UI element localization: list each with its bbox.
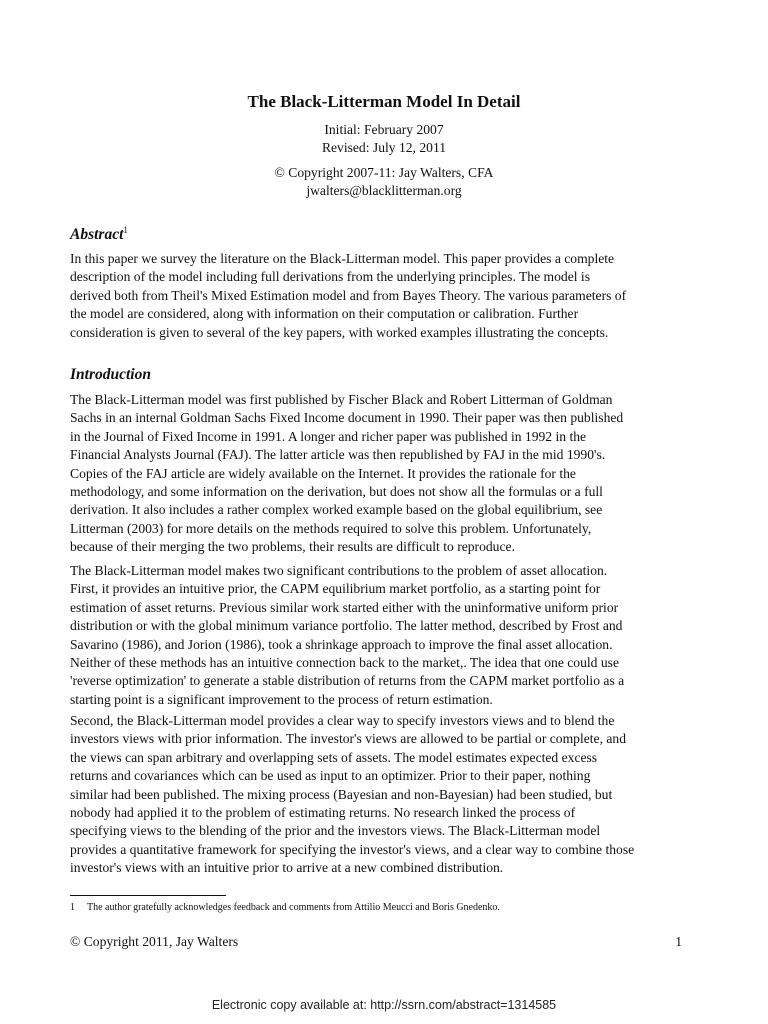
text-line: consideration is given to several of the key papers, with worked examples illustrating the concepts. <box>70 324 609 340</box>
text-line: derived both from Theil's Mixed Estimation model and from Bayes Theory. The various parameters of <box>70 287 627 303</box>
footnote <box>70 902 500 913</box>
text-line: The Black-Litterman model makes two significant contributions to the problem of asset allocation. <box>70 563 608 578</box>
text-line: Neither of these methods has an intuitive connection back to the market,. The idea that one could use <box>70 655 619 671</box>
footnote-number: 1 <box>70 902 75 913</box>
text-line: because of their merging the two problems, their results are difficult to reproduce. <box>70 539 515 555</box>
text-line: Copies of the FAJ article are widely available on the Internet. It provides the rationale for the <box>70 465 576 481</box>
author-email: jwalters@blacklitterman.org <box>306 183 462 198</box>
text-line: the views can span arbitrary and overlapping sets of assets. The model estimates expected excess <box>70 749 598 765</box>
footnote-divider <box>70 895 226 896</box>
text-line: the model are considered, along with information on their computation or calibration. Further <box>70 306 579 322</box>
text-line: First, it provides an intuitive prior, the CAPM equilibrium market portfolio, as a starting point for <box>70 581 601 597</box>
text-line: In this paper we survey the literature on the Black-Litterman model. This paper provides a complete <box>70 251 615 266</box>
text-line: estimation of asset returns. Previous similar work started either with the uninformative uniform prior <box>70 599 619 615</box>
abstract-heading: Abstract$^1$ <box>70 225 128 244</box>
intro-paragraph-2 <box>70 562 698 709</box>
text-line: Savarino (1986), and Jorion (1986), took a shrinkage approach to improve the final asset allocation. <box>70 636 613 652</box>
intro-paragraph-1 <box>70 391 698 557</box>
text-line: starting point is a significant improvement to the process of return estimation. <box>70 691 493 707</box>
footnote-marker[interactable]: 1 <box>123 225 128 235</box>
footer-copyright: © Copyright 2011, Jay Walters <box>70 934 239 949</box>
text-line: methodology, and some information on the derivation, but does not show all the formulas or a full <box>70 484 603 500</box>
page-number: 1 <box>675 934 682 949</box>
text-line: nobody had applied it to the problem of estimating returns. No research linked the process of <box>70 805 576 821</box>
abstract-paragraph <box>70 250 698 342</box>
footnote-text: The author gratefully acknowledges feedback and comments from Attilio Meucci and Boris Gnedenko. <box>87 902 500 913</box>
text-line: returns and covariances which can be used as input to an optimizer. Prior to their paper, nothing <box>70 768 591 784</box>
text-line: The Black-Litterman model was first published by Fischer Black and Robert Litterman of Goldman <box>70 392 613 407</box>
text-line: in the Journal of Fixed Income in 1991. A longer and richer paper was published in 1992 in the <box>70 428 587 444</box>
text-line: Litterman (2003) for more details on the methods required to solve this problem. Unfortunately, <box>70 520 592 536</box>
text-line: provides a quantitative framework for specifying the investor's views, and a clear way to combine those <box>70 841 635 857</box>
text-line: Financial Analysts Journal (FAJ). The latter article was then republished by FAJ in the mid 1990's. <box>70 447 606 463</box>
text-line: 'reverse optimization' to generate a stable distribution of returns from the CAPM market portfolio as a <box>70 673 625 689</box>
text-line: derivation. It also includes a rather complex worked example based on the global equilibrium, see <box>70 502 603 518</box>
text-line: Second, the Black-Litterman model provides a clear way to specify investors views and to blend the <box>70 713 615 728</box>
revised-date: Revised: July 12, 2011 <box>321 140 447 155</box>
text-line: Sachs in an internal Goldman Sachs Fixed Income document in 1990. Their paper was then published <box>70 410 624 426</box>
text-line: investor's views with an intuitive prior to arrive at a new combined distribution. <box>70 860 504 876</box>
text-line: distribution or with the global minimum variance portfolio. The latter method, described by Frost and <box>70 618 623 634</box>
intro-paragraph-3 <box>70 712 698 878</box>
initial-date: Initial: February 2007 <box>324 122 444 137</box>
paper-title: The Black-Litterman Model In Detail <box>247 92 521 111</box>
text-line: specifying views to the blending of the prior and the investors views. The Black-Litterman model <box>70 823 601 839</box>
copyright-notice: © Copyright 2007-11: Jay Walters, CFA <box>274 165 494 180</box>
ssrn-availability-notice: Electronic copy available at: http://ssrn.com/abstract=1314585 <box>211 998 557 1012</box>
text-line: investors views with prior information. The investor's views are allowed to be partial or complete, and <box>70 731 627 747</box>
text-line: description of the model including full derivations from the underlying principles. The model is <box>70 269 590 285</box>
introduction-heading: Introduction <box>70 366 151 383</box>
text-line: similar had been published. The mixing process (Bayesian and non-Bayesian) had been studied, but <box>70 786 613 802</box>
